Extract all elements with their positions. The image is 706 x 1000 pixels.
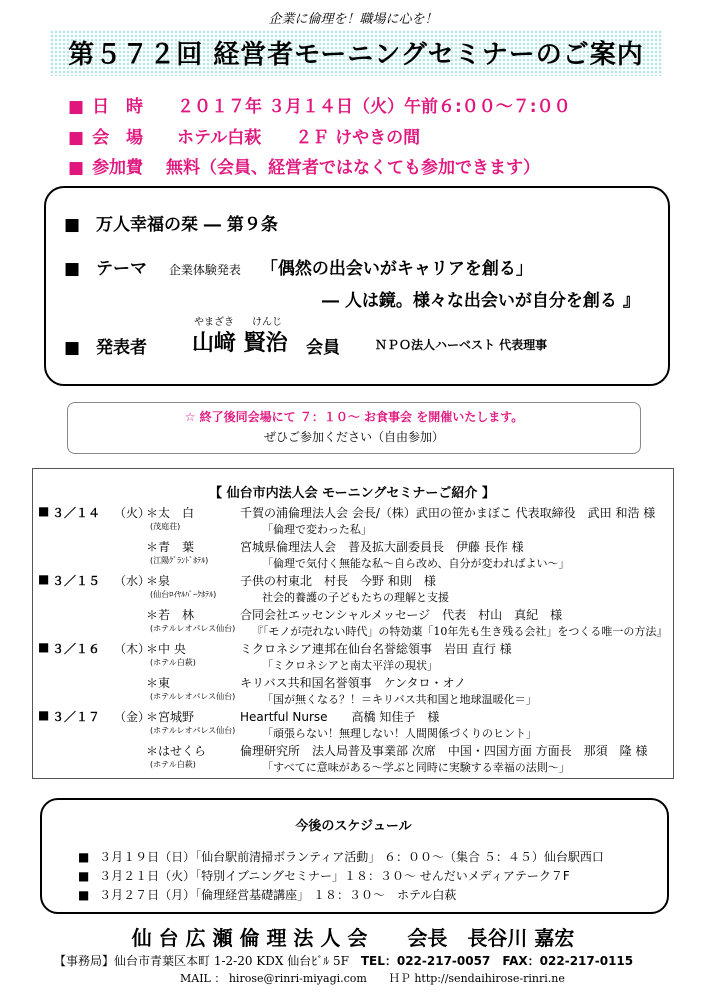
square-bullet-icon: ■	[64, 338, 81, 358]
seminar-date: ３／１７	[52, 710, 101, 724]
seminar-topic: 「国が無くなる？！＝キリバス共和国と地球温暖化＝」	[262, 693, 537, 706]
info-fee	[68, 153, 540, 178]
seminar-topic: 「頑張らない！無理しない！人間関係づくりのヒント」	[262, 727, 537, 740]
speaker-ruby-surname: やまざき	[194, 317, 234, 328]
seminar-speaker: Heartful Nurse 高橋 知佳子 様	[240, 710, 440, 724]
seminar-speaker: 宮城県倫理法人会 普及拡大副委員長 伊藤 長作 様	[240, 540, 524, 554]
seminar-venue: (ホテルレオパレス仙台)	[150, 624, 236, 633]
speaker-label: 発表者	[95, 338, 147, 358]
theme-title: 「偶然の出会いがキャリアを創る」	[260, 259, 533, 279]
seminar-weekday: （金）	[114, 710, 151, 724]
schedule-text: ３月２１日（火）「特別イブニングセミナー」１８：３０～ せんだいメディアテーク７F	[99, 869, 570, 883]
contact-phone-fax: TEL：022-217-0057 FAX：022-217-0115	[360, 954, 634, 968]
schedule-item	[78, 886, 456, 903]
seminar-topic: 『「モノが売れない時代」の特効薬「10年先も生き残る会社」をつくる唯一の方法』	[252, 625, 668, 638]
speaker-role: 会員	[306, 338, 340, 358]
square-bullet-icon: ■	[38, 504, 50, 518]
address-text: 【事務局】仙台市青葉区本町 1-2-20 KDX 仙台ﾋﾞﾙ 5F	[54, 954, 349, 968]
seminar-weekday: （木）	[114, 642, 151, 656]
seminar-venue: (ホテルレオパレス仙台)	[150, 692, 236, 701]
organization-name: 仙 台 広 瀬 倫 理 法 人 会 会長 長谷川 嘉宏	[131, 926, 575, 950]
seminar-speaker: ミクロネシア連邦在仙台名誉総領事 岩田 直行 様	[240, 642, 512, 656]
seminar-branch: ＊はせくら	[146, 744, 207, 758]
seminar-topic: 社会的養護の子どもたちの理解と支援	[262, 591, 449, 604]
contact-mail-web: MAIL ： hirose@rinri-miyagi.com ＨＰ http://sendaihirose-rinri.ne	[180, 972, 565, 985]
square-bullet-icon: ■	[78, 869, 90, 883]
seminar-speaker: 倫理研究所 法人局普及事業部 次席 中国・四国方面 方面長 那須 隆 様	[240, 744, 648, 758]
seminars-title: 【 仙台市内法人会 モーニングセミナーご紹介 】	[209, 486, 495, 501]
seminar-weekday: （水）	[114, 574, 151, 588]
office-address	[54, 952, 633, 969]
seminar-branch: ＊泉	[146, 574, 171, 588]
info-text: 会 場 ホテル白萩 ２Ｆ けやきの間	[92, 128, 421, 148]
info-text: 参加費 無料（会員、経営者ではなくても参加できます）	[92, 158, 540, 178]
seminar-branch: ＊青 葉	[146, 540, 195, 554]
info-datetime	[68, 92, 571, 117]
square-bullet-icon: ■	[38, 572, 50, 586]
square-bullet-icon: ■	[68, 158, 85, 178]
square-bullet-icon: ■	[38, 708, 50, 722]
seminar-speaker: 千賀の浦倫理法人会 会長/（株）武田の笹かまぼこ 代表取締役 武田 和浩 様	[240, 506, 656, 520]
seminar-weekday: （火）	[114, 506, 151, 520]
theme-sub: 企業体験発表	[168, 263, 241, 277]
seminar-topic: 「ミクロネシアと南太平洋の現状」	[262, 659, 438, 672]
square-bullet-icon: ■	[64, 259, 81, 279]
schedule-text: ３月２７日（月）「倫理経営基礎講座」 １８：３０～ ホテル白萩	[99, 888, 457, 902]
speaker-ruby-given: けんじ	[252, 317, 282, 328]
seminar-speaker: 合同会社エッセンシャルメッセージ 代表 村山 真紀 様	[240, 608, 563, 622]
schedule-text: ３月１９日（日）「仙台駅前清掃ボランティア活動」 ６：００～（集合 ５：４５）仙台駅西口	[99, 850, 604, 864]
seminar-date: ３／１５	[52, 574, 101, 588]
theme-subtitle: ― 人は鏡。様々な出会いが自分を創る 』	[322, 291, 640, 311]
square-bullet-icon: ■	[64, 215, 81, 235]
seminar-date: ３／１４	[52, 506, 101, 520]
square-bullet-icon: ■	[68, 97, 85, 117]
seminar-venue: (仙台ﾛｲﾔﾙﾊﾟｰｸﾎﾃﾙ)	[150, 590, 217, 599]
seminar-venue: (ホテル白萩)	[150, 658, 196, 667]
square-bullet-icon: ■	[78, 888, 90, 902]
seminar-branch: ＊若 林	[146, 608, 195, 622]
seminar-speaker: キリバス共和国名誉領事 ケンタロ・オノ	[240, 676, 466, 690]
seminar-venue: (江陽ｸﾞﾗﾝﾄﾞﾎﾃﾙ)	[150, 556, 209, 565]
speaker-name: 山﨑 賢治	[192, 331, 288, 356]
seminar-branch: ＊中 央	[146, 642, 186, 656]
seminar-topic: 「倫理で気付く無能な私～自ら改め、自分が変わればよい～」	[262, 557, 570, 570]
square-bullet-icon: ■	[78, 850, 90, 864]
seminar-branch: ＊宮城野	[146, 710, 195, 724]
seminar-venue: (ホテル白萩)	[150, 760, 196, 769]
tagline: 企業に倫理を！職場に心を！	[268, 12, 438, 27]
seminar-venue: (ホテルレオパレス仙台)	[150, 726, 236, 735]
schedule-title: 今後のスケジュール	[295, 819, 412, 834]
seminar-branch: ＊太 白	[146, 506, 195, 520]
info-text: 日 時 ２０１７年 ３月１４日（火）午前６:００～７:００	[92, 97, 571, 117]
seminar-venue: (茂庭荘)	[150, 522, 181, 531]
article-line	[64, 210, 278, 235]
speaker-line	[64, 333, 147, 358]
theme-line	[64, 254, 533, 279]
seminar-date: ３／１６	[52, 642, 101, 656]
schedule-item	[78, 848, 604, 865]
dinner-notice-line2: ぜひご参加ください（自由参加）	[263, 430, 444, 444]
dinner-notice-line1: ☆ 終了後同会場にて ７：１０～ お食事会 を開催いたします。	[184, 410, 524, 424]
square-bullet-icon: ■	[68, 128, 85, 148]
square-bullet-icon: ■	[38, 640, 50, 654]
info-venue	[68, 123, 420, 148]
seminar-topic: 「倫理で変わった私」	[262, 523, 372, 536]
theme-label: テーマ	[95, 259, 147, 279]
seminar-speaker: 子供の村東北 村長 今野 和則 様	[240, 574, 436, 588]
page-title: 第５７２回 経営者モーニングセミナーのご案内	[68, 40, 644, 70]
seminar-topic: 「すべてに意味がある～学ぶと同時に実験する幸福の法則～」	[262, 761, 570, 774]
seminar-branch: ＊東	[146, 676, 171, 690]
article-label: 万人幸福の栞 ― 第９条	[95, 215, 278, 235]
speaker-org: ＮＰＯ法人ハーベスト 代表理事	[375, 338, 548, 352]
schedule-item	[78, 867, 570, 884]
